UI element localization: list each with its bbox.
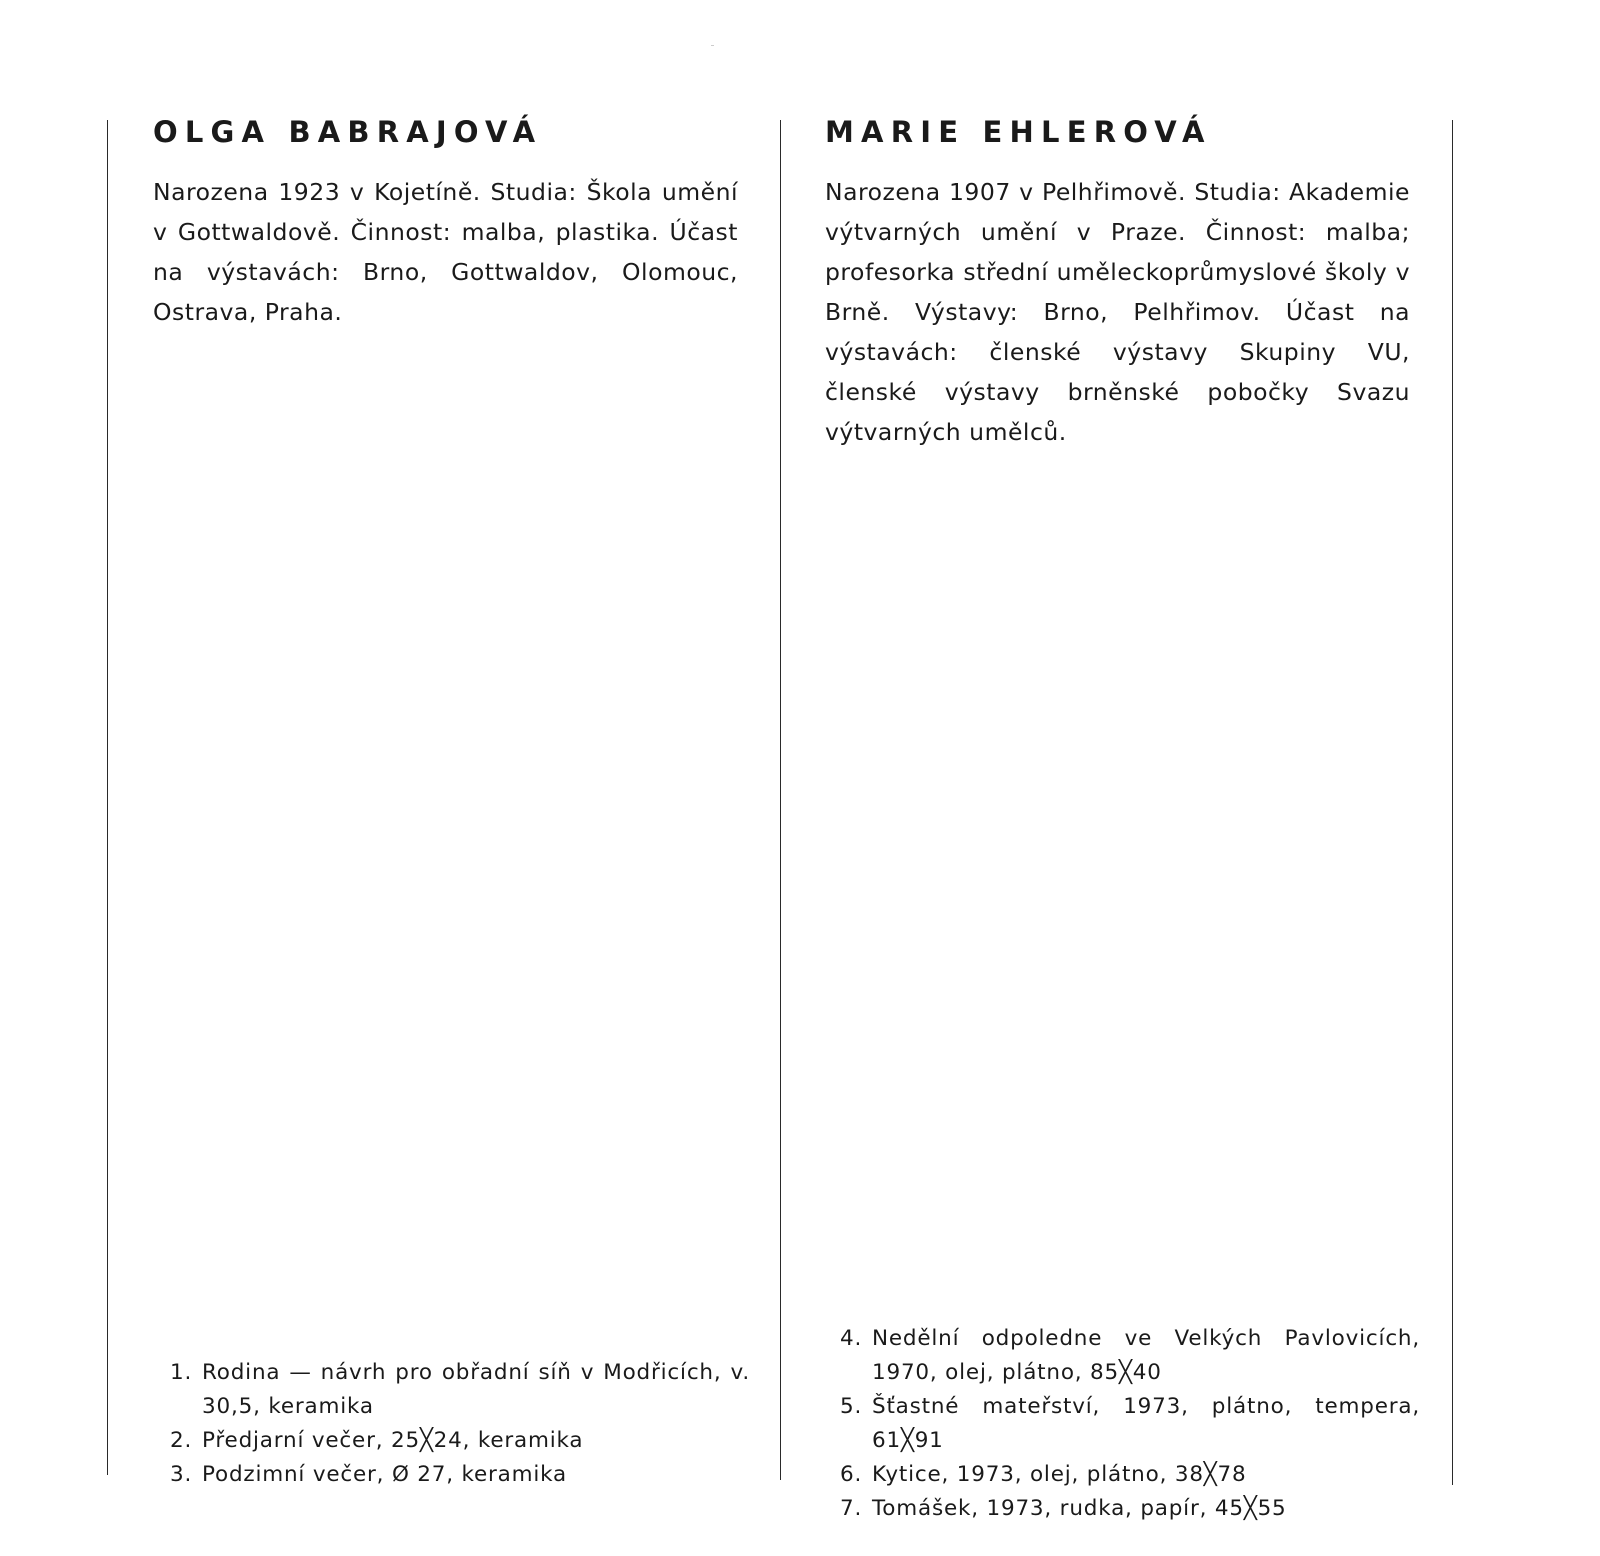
work-item <box>840 1458 1420 1492</box>
work-description: Kytice, 1973, olej, plátno, 38╳78 <box>872 1462 1247 1487</box>
work-item <box>170 1458 750 1492</box>
scan-speck <box>711 45 714 46</box>
center-divider-rule <box>780 120 781 1480</box>
artist-biography: Narozena 1923 v Kojetíně. Studia: Škola umění v Gottwaldově. Činnost: malba, plastika. Účast na výstavách: Brno, Gottwaldov, Olomouc, Ostrava, Praha. <box>153 178 738 326</box>
left-margin-rule <box>107 120 108 1475</box>
work-number: 4. <box>840 1326 863 1351</box>
work-number: 6. <box>840 1462 863 1487</box>
work-number: 1. <box>170 1360 193 1385</box>
work-description: Tomášek, 1973, rudka, papír, 45╳55 <box>872 1496 1287 1521</box>
right-margin-rule <box>1452 120 1453 1485</box>
work-number: 7. <box>840 1496 863 1521</box>
work-number: 5. <box>840 1394 863 1419</box>
work-description: Šťastné mateřství, 1973, plátno, tempera, 61╳91 <box>872 1394 1420 1453</box>
work-item <box>170 1424 750 1458</box>
artist-name: OLGA BABRAJOVÁ <box>153 115 543 149</box>
artist-name: MARIE EHLEROVÁ <box>825 115 1212 149</box>
work-description: Podzimní večer, Ø 27, keramika <box>202 1462 568 1487</box>
work-description: Rodina — návrh pro obřadní síň v Modřicích, v. 30,5, keramika <box>202 1360 750 1419</box>
work-item <box>840 1492 1420 1526</box>
artist-biography: Narozena 1907 v Pelhřimově. Studia: Akademie výtvarných umění v Praze. Činnost: malba; profesorka střední uměleckoprůmyslové školy v Brně. Výstavy: Brno, Pelhřimov. Účast na výstavách: členské výstavy Skupiny VU, členské výstavy brněnské pobočky Svazu výtvarných umělců. <box>825 178 1410 446</box>
work-item <box>170 1356 750 1424</box>
works-list-left <box>170 1356 750 1492</box>
work-item <box>840 1322 1420 1390</box>
work-description: Předjarní večer, 25╳24, keramika <box>202 1428 584 1453</box>
artist-column-left <box>153 112 738 332</box>
artist-column-right <box>825 112 1410 452</box>
work-number: 3. <box>170 1462 193 1487</box>
work-item <box>840 1390 1420 1458</box>
work-description: Nedělní odpoledne ve Velkých Pavlovicích, 1970, olej, plátno, 85╳40 <box>872 1326 1420 1385</box>
works-list-right <box>840 1322 1420 1526</box>
work-number: 2. <box>170 1428 193 1453</box>
